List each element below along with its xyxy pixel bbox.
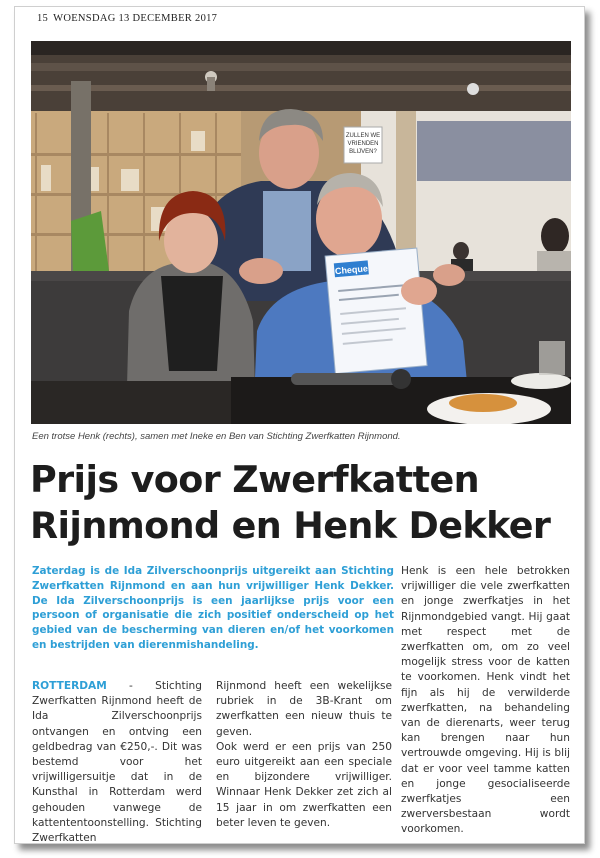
svg-text:ZULLEN WE: ZULLEN WE bbox=[345, 133, 381, 139]
body-paragraph-1 bbox=[32, 679, 202, 846]
svg-text:BLIJVEN?: BLIJVEN? bbox=[349, 149, 377, 155]
photo-caption: Een trotse Henk (rechts), samen met Ineke en Ben van Stichting Zwerfkatten Rijnmond. bbox=[32, 431, 401, 442]
photo-illustration bbox=[31, 41, 571, 424]
dateline: ROTTERDAM bbox=[32, 680, 107, 692]
svg-text:VRIENDEN: VRIENDEN bbox=[347, 141, 379, 147]
page-number: 15 bbox=[37, 13, 49, 24]
body-column-2 bbox=[216, 679, 392, 831]
article-lead bbox=[32, 564, 394, 653]
body-column-3 bbox=[401, 564, 570, 838]
article-headline bbox=[30, 457, 575, 549]
article-photo bbox=[31, 41, 571, 424]
headline-line-2: Rijnmond en Henk Dekker bbox=[30, 504, 551, 547]
newspaper-page bbox=[14, 6, 585, 844]
page-date: WOENSDAG 13 DECEMBER 2017 bbox=[53, 13, 218, 24]
page-header bbox=[37, 13, 222, 24]
body-column-1 bbox=[32, 679, 202, 846]
body-paragraph-2: Rijnmond heeft een wekelijkse rubriek in de 3B-Krant om zwerfkatten een nieuw thuis te geven. bbox=[216, 680, 392, 738]
body-text-1: - Stichting Zwerfkatten Rijnmond heeft de Ida Zilverschoonprijs ontvangen en ontving een geldbedrag van €250,-. Dit was bestemd voor het vrijwilligersuitje dat in de Kunsthal in Rotterdam werd gehouden vanwege de kattententoonstelling. Stichting Zwerfkatten bbox=[32, 680, 202, 845]
cheque-label: Cheque bbox=[334, 263, 369, 277]
headline-line-1: Prijs voor Zwerfkatten bbox=[30, 458, 480, 501]
body-paragraph-3: Ook werd er een prijs van 250 euro uitgereikt aan een speciale en bijzondere vrijwilliger. Winnaar Henk Dekker zet zich al 15 jaar in om zwerfkatten een beter leven te geven. bbox=[216, 740, 392, 829]
body-paragraph-4: Henk is een hele betrokken vrijwilliger die vele zwerfkatten en jonge zwerfkatjes in het Rijnmondgebied vangt. Hij gaat met respect met de zwerfkatten om, om zo veel mogelijk stress voor de katten te voorkomen. Henk vindt het fijn als hij de verwilderde zwerfkatten, na behandeling van de dierenarts, weer terug kan brengen naar hun vertrouwde omgeving. Hij is blij dat er voor veel tamme katten en jonge gesocialiseerde zwerfkatjes een zwerversbestaan wordt voorkomen. bbox=[401, 565, 570, 836]
lead-paragraph: Zaterdag is de Ida Zilverschoonprijs uitgereikt aan Stichting Zwerfkatten Rijnmond en aan hun vrijwilliger Henk Dekker. De Ida Zilverschoonprijs is een jaarlijkse prijs voor een persoon of organisatie die zich positief onderscheid op het gebied van de bescherming van dieren en/of het voorkomen en bestrijden van dierenmishandeling. bbox=[32, 565, 394, 651]
